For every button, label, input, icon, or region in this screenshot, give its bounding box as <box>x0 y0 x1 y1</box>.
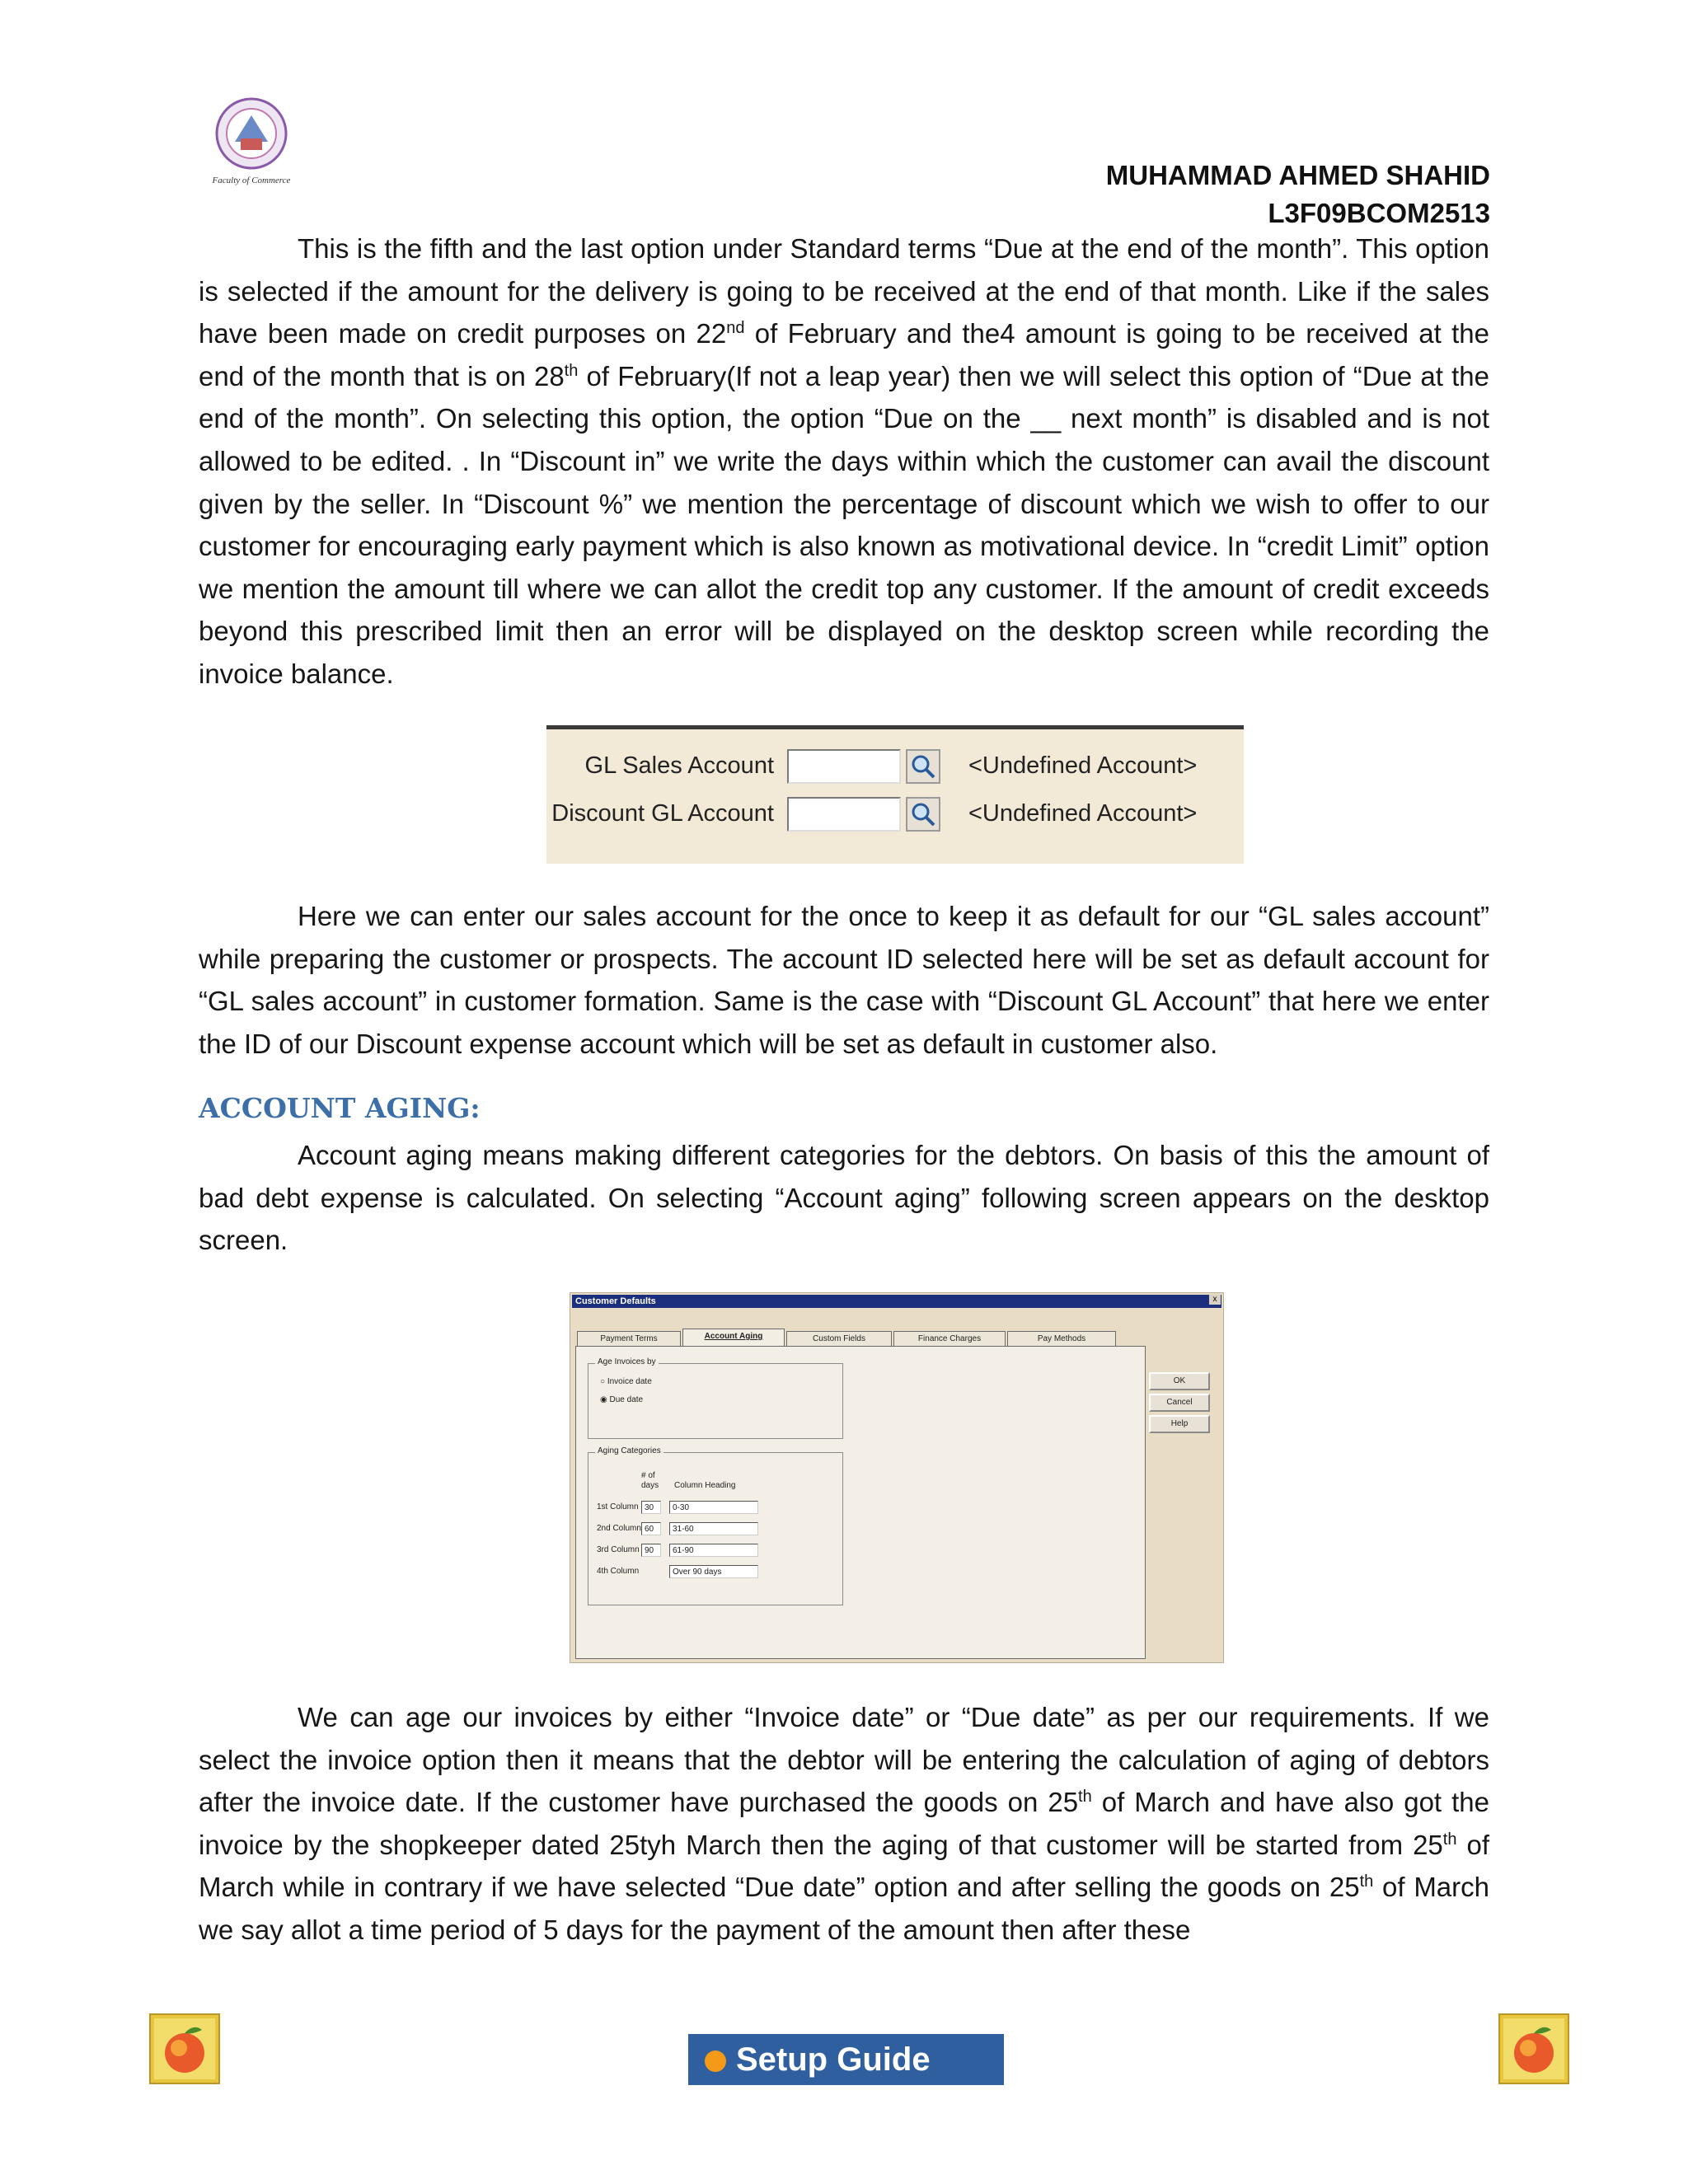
tab-account-aging[interactable]: Account Aging <box>682 1329 785 1347</box>
discount-gl-account-input[interactable] <box>787 797 901 832</box>
cancel-button[interactable]: Cancel <box>1149 1394 1210 1412</box>
column-heading-input[interactable]: 0-30 <box>669 1501 758 1514</box>
peach-icon <box>1498 2013 1569 2084</box>
author-block <box>1106 157 1490 232</box>
gl-sales-account-input[interactable] <box>787 749 901 784</box>
account-aging-tab-panel <box>575 1346 1146 1659</box>
days-input[interactable]: 30 <box>641 1501 661 1514</box>
gl-sales-lookup-button[interactable] <box>906 749 940 784</box>
svg-text:Faculty of Commerce: Faculty of Commerce <box>212 176 291 185</box>
column-heading-input[interactable]: 61-90 <box>669 1544 758 1557</box>
gl-sales-account-label: GL Sales Account <box>584 752 774 779</box>
days-column-header: # of days <box>641 1471 659 1490</box>
days-input[interactable]: 60 <box>641 1522 661 1535</box>
tab-pay-methods[interactable]: Pay Methods <box>1007 1331 1116 1347</box>
discount-gl-lookup-button[interactable] <box>906 797 940 832</box>
peach-icon <box>149 2013 220 2084</box>
invoice-date-radio[interactable]: ○ Invoice date <box>600 1377 652 1386</box>
university-logo <box>198 91 305 190</box>
days-input[interactable]: 90 <box>641 1544 661 1557</box>
close-icon[interactable]: x <box>1209 1295 1221 1305</box>
discount-gl-account-label: Discount GL Account <box>551 800 774 827</box>
tab-payment-terms[interactable]: Payment Terms <box>577 1331 681 1347</box>
paragraph-due-end-of-month: This is the fifth and the last option under Standard terms “Due at the end of the month”. This option is selected if the amount for the delivery is going to be received at the end of that month. Like if the sales have been made on credit purposes on 22nd of February and the4 amount is going to be received at the end of the month that is on 28th of February(If not a leap year) then we will select this option of “Due at the end of the month”. On selecting this option, the option “Due on the __ next month” is disabled and is not allowed to be edited. . In “Discount in” we write the days within which the customer can avail the discount given by the seller. In “Discount %” we mention the percentage of discount which we wish to offer to our customer for encouraging early payment which is also known as motivational device. In “credit Limit” option we mention the amount till where we can allot the credit top any customer. If the amount of credit exceeds beyond this prescribed limit then an error will be displayed on the desktop screen while recording the invoice balance. <box>199 233 1489 689</box>
column-heading-input[interactable]: Over 90 days <box>669 1565 758 1578</box>
gl-sales-account-status: <Undefined Account> <box>968 752 1198 779</box>
help-button[interactable]: Help <box>1149 1415 1210 1433</box>
author-name: MUHAMMAD AHMED SHAHID <box>1105 160 1490 190</box>
column-label: 1st Column <box>597 1502 639 1511</box>
tab-finance-charges[interactable]: Finance Charges <box>893 1331 1006 1347</box>
paragraph-age-invoices: We can age our invoices by either “Invoice date” or “Due date” as per our requirements. If we select the invoice option then it means that the debtor will be entering the calculation of aging of debtors after the invoice date. If the customer have purchased the goods on 25th of March and have also got the invoice by the shopkeeper dated 25tyh March then the aging of that customer will be started from 25th of March while in contrary if we have selected “Due date” option and after selling the goods on 25th of March we say allot a time period of 5 days for the payment of the amount then after these <box>199 1702 1490 1945</box>
dialog-title: Customer Defaults <box>572 1295 1221 1308</box>
gl-sales-account-row <box>546 749 1244 785</box>
paragraph-gl-accounts: Here we can enter our sales account for the once to keep it as default for our “GL sales account” while preparing the customer or prospects. The account ID selected here will be set as default account for “GL sales account” in customer formation. Same is the case with “Discount GL Account” that here we enter the ID of our Discount expense account which will be set as default in customer also. <box>199 901 1489 1059</box>
aging-categories-group: Aging Categories # of days Column Heading 1st Column 30 0-30 2nd Column 60 31-60 3rd Column 90 61-90 4th Column Over 90 days <box>588 1452 843 1605</box>
discount-gl-account-status: <Undefined Account> <box>968 800 1198 827</box>
column-label: 2nd Column <box>597 1524 641 1533</box>
bullet-icon <box>705 2050 726 2072</box>
ok-button[interactable]: OK <box>1149 1372 1210 1390</box>
paragraph-account-aging: Account aging means making different categories for the debtors. On basis of this the amount of bad debt expense is calculated. On selecting “Account aging” following screen appears on the desktop screen. <box>199 1140 1489 1256</box>
column-heading-input[interactable]: 31-60 <box>669 1522 758 1535</box>
section-heading-account-aging: ACCOUNT AGING: <box>199 1092 481 1124</box>
column-label: 4th Column <box>597 1567 640 1576</box>
gl-account-panel <box>546 725 1244 864</box>
heading-column-header: Column Heading <box>674 1481 736 1490</box>
magnifier-icon <box>907 799 939 830</box>
setup-guide-badge: Setup Guide <box>688 2034 1004 2085</box>
column-label: 3rd Column <box>597 1545 640 1554</box>
due-date-radio[interactable]: ◉ Due date <box>600 1395 644 1404</box>
magnifier-icon <box>907 751 939 782</box>
age-invoices-group: Age Invoices by ○ Invoice date ◉ Due date <box>588 1363 843 1439</box>
author-id: L3F09BCOM2513 <box>1268 198 1490 228</box>
discount-gl-account-row <box>546 797 1244 833</box>
tab-custom-fields[interactable]: Custom Fields <box>786 1331 892 1347</box>
customer-defaults-dialog <box>570 1292 1224 1663</box>
